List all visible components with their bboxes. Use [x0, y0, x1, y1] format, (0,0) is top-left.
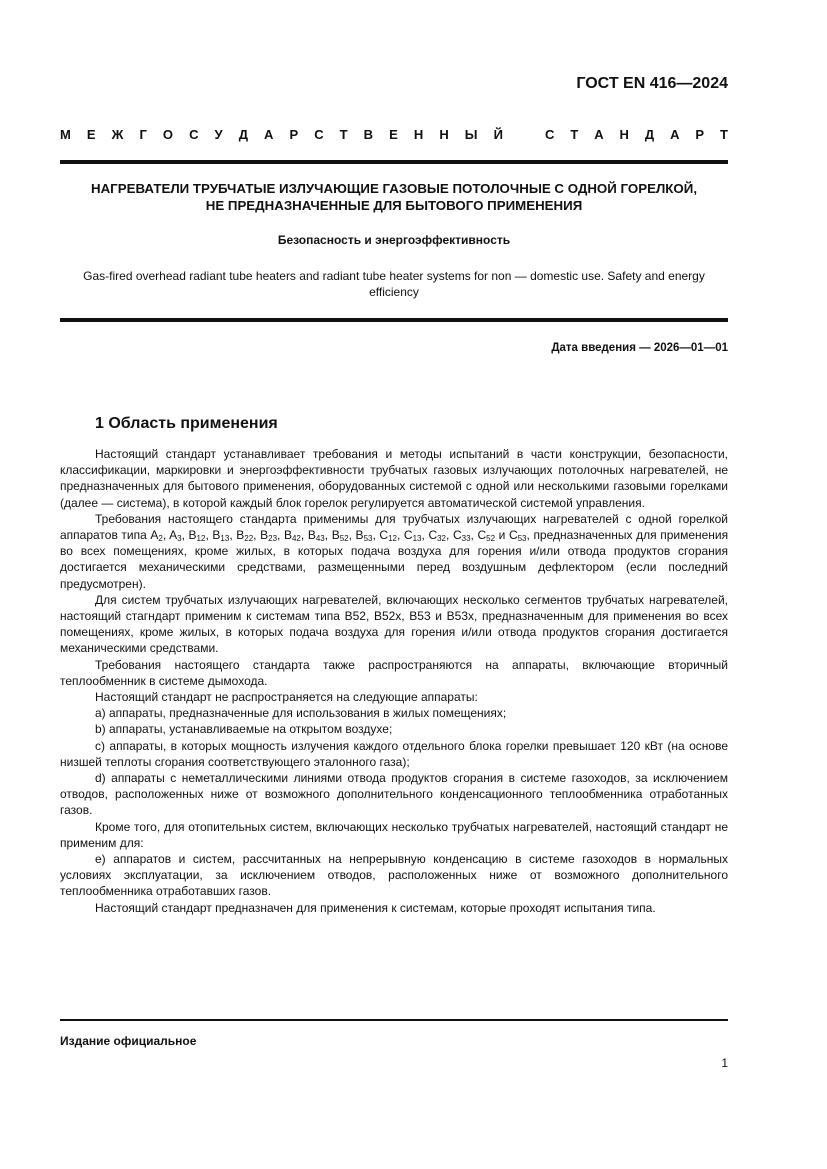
introduction-date: Дата введения — 2026—01—01 [551, 342, 728, 354]
section-heading: 1 Область применения [95, 415, 278, 432]
heading-letter: У [214, 127, 223, 142]
appliance-type-list: $A_2$, $A_3$, $B_{12}$, $B_{13}$, $B_{22}$, $B_{23}$, $B_{42}$, $B_{43}$, $B_{52}$, $B_{53}$, $C_{12}$, $C_{13}$, $C_{32}$, $C_{33}$, $C_{52}$ и $C_{53}$ [150, 528, 527, 544]
appliance-type: $B_{42}$ [283, 528, 301, 544]
title-line-1: НАГРЕВАТЕЛИ ТРУБЧАТЫЕ ИЗЛУЧАЮЩИЕ ГАЗОВЫЕ ПОТОЛОЧНЫЕ С ОДНОЙ ГОРЕЛКОЙ, [90, 181, 698, 196]
english-title: Gas-fired overhead radiant tube heaters and radiant tube heater systems for non — domestic use. Safety and energy efficiency [83, 269, 705, 299]
header-rule-top [60, 160, 728, 164]
appliance-type: $B_{22}$ [236, 528, 254, 544]
heading-letter: Е [389, 127, 398, 142]
heading-letter: С [189, 127, 199, 142]
list-item: c) аппараты, в которых мощность излучения каждого отдельного блока горелки превышает 120 кВт (на основе низшей теплоты сгорания соответствующего эталонного газа); [60, 738, 728, 769]
heading-letter: Р [289, 127, 299, 142]
heading-letter: Т [570, 127, 579, 142]
list-item: d) аппараты с неметаллическими линиями отвода продуктов сгорания в системе газоходов, за исключением отводов, расположенных ниже от возможного дополнительного конденсационного теплообменника отработанных газов. [60, 771, 728, 818]
heading-letter: А [264, 127, 274, 142]
appliance-type: $C_{53}$ [508, 528, 527, 544]
appliance-type: $B_{43}$ [307, 528, 325, 544]
appliance-type: $B_{53}$ [355, 528, 373, 544]
list-item: a) аппараты, предназначенные для использования в жилых помещениях; [95, 706, 507, 721]
heading-letter: О [162, 127, 174, 142]
heading-letter: Д [644, 127, 655, 142]
heading-letter: А [670, 127, 680, 142]
title-line-2: НЕ ПРЕДНАЗНАЧЕННЫЕ ДЛЯ БЫТОВОГО ПРИМЕНЕНИЯ [205, 198, 583, 213]
paragraph: Для систем трубчатых излучающих нагревателей, включающих несколько сегментов трубчатых нагревателей, настоящий стагндарт применим к системам типа В52, В52х, В53 и В53х, предназначенным для применения во всех помещениях, кроме жилых, в которых подача воздуха для горения и/или отвода продуктов сгорания достигается механическими средствами. [60, 592, 728, 656]
section-body [60, 446, 728, 916]
footer-rule [60, 1019, 728, 1021]
heading-letter: Г [139, 127, 147, 142]
header-rule-bottom [60, 318, 728, 322]
appliance-type: $C_{12}$ [379, 528, 397, 544]
heading-letter: Т [720, 127, 728, 142]
heading-letter: С [545, 127, 555, 142]
paragraph-appliance-types [60, 511, 728, 592]
appliance-type: $A_3$ [169, 528, 182, 544]
paragraph: Настоящий стандарт предназначен для применения к системам, которые проходят испытания типа. [95, 900, 656, 915]
paragraph-text: Требования настоящего стандарта применимы для трубчатых излучающих нагревателей с одной горелкой аппаратов типа [60, 511, 728, 543]
heading-letter: Е [86, 127, 96, 142]
heading-letter: М [60, 127, 71, 142]
appliance-type: $B_{12}$ [188, 528, 206, 544]
interstate-word-2 [545, 127, 728, 142]
interstate-word-1 [60, 127, 503, 142]
heading-letter: В [363, 127, 374, 142]
heading-letter: Ж [111, 127, 124, 142]
appliance-type: $B_{52}$ [331, 528, 349, 544]
edition-label: Издание официальное [60, 1034, 197, 1048]
document-code: ГОСТ EN 416—2024 [576, 75, 728, 92]
heading-letter: Т [339, 127, 348, 142]
heading-letter: Р [695, 127, 705, 142]
paragraph-text: , предназначенных для применения во всех помещениях, кроме жилых, в которых подача воздуха для горения и/или отвода продуктов сгорания достигается механическими средствами, размещенными перед воздушным дефлектором (если последний предусмотрен). [60, 528, 729, 591]
document-title [60, 180, 728, 214]
heading-letter: Ы [464, 127, 478, 142]
heading-letter: Д [238, 127, 248, 142]
heading-letter: С [314, 127, 324, 142]
heading-letter: А [594, 127, 604, 142]
appliance-type: $B_{13}$ [212, 528, 230, 544]
paragraph: Требования настоящего стандарта также распространяются на аппараты, включающие вторичный теплообменник в системе дымохода. [60, 657, 728, 688]
appliance-type: $C_{13}$ [403, 528, 422, 544]
paragraph: Кроме того, для отопительных систем, включающих несколько трубчатых нагревателей, настоящий стандарт не применим для: [60, 819, 728, 850]
heading-letter: Н [619, 127, 629, 142]
page-number: 1 [721, 1056, 728, 1070]
heading-letter: Н [439, 127, 449, 142]
list-item: b) аппараты, устанавливаемые на открытом воздухе; [95, 722, 393, 737]
list-item: e) аппаратов и систем, рассчитанных на непрерывную конденсацию в системе газоходов в нормальных условиях эксплуатации, за исключением отводов, расположенных ниже от возможного дополнительного теплообменника отработавших газов. [60, 852, 728, 899]
document-subtitle: Безопасность и энергоэффективность [277, 233, 511, 247]
paragraph: Настоящий стандарт устанавливает требования и методы испытаний в части конструкции, безопасности, классификации, маркировки и энергоэффективности трубчатых газовых излучающих потолочных нагревателей, не предназначенных для бытового применения, оборудованных системой с одной или несколькими газовыми горелками (далее — система), в которой каждый блок горелок регулируется автоматической системой управления. [60, 447, 728, 510]
paragraph: Настоящий стандарт не распространяется на следующие аппараты: [95, 690, 478, 705]
heading-letter: Й [493, 127, 503, 142]
appliance-type: $B_{23}$ [260, 528, 278, 544]
heading-letter: Н [413, 127, 424, 142]
appliance-type: $C_{52}$ [477, 528, 496, 544]
appliance-type: $A_2$ [150, 528, 163, 544]
interstate-standard-heading [60, 127, 728, 142]
appliance-type: $C_{33}$ [452, 528, 471, 544]
appliance-type: $C_{32}$ [428, 528, 447, 544]
